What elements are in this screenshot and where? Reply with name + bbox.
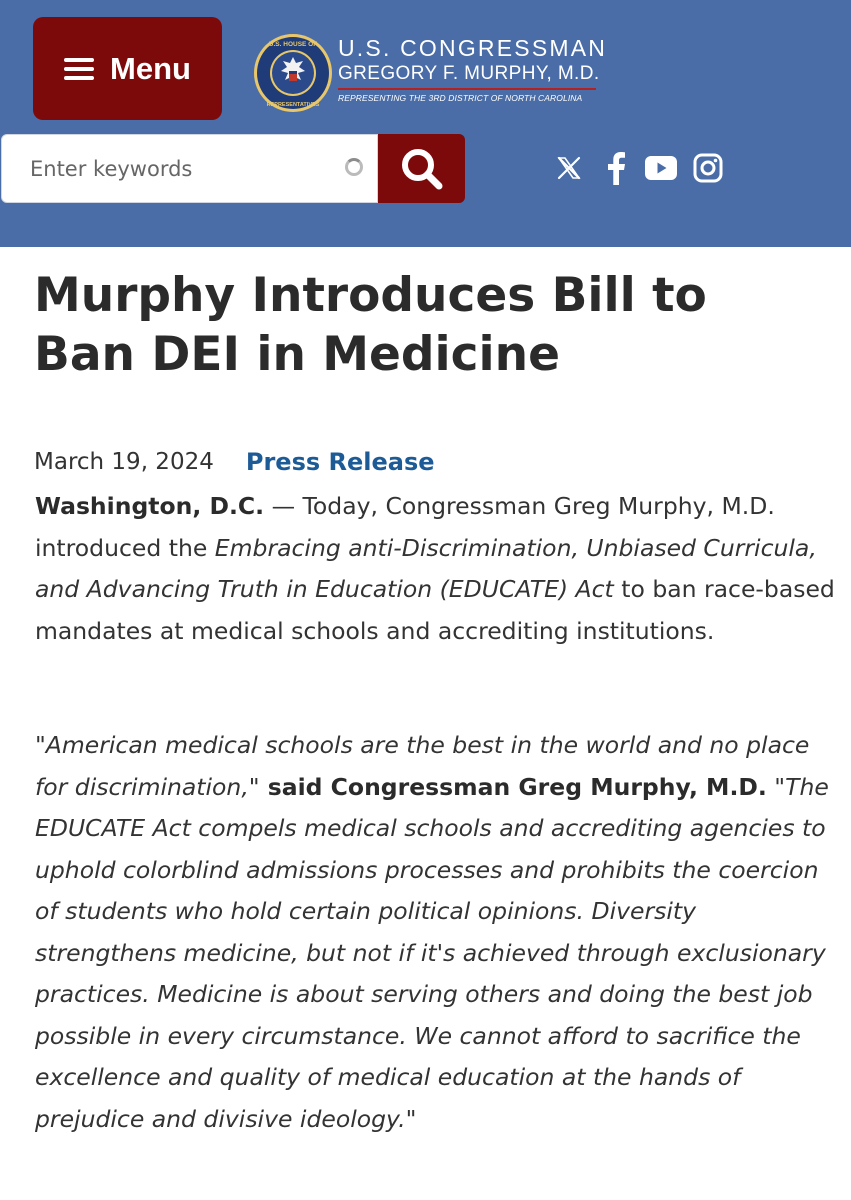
search-box — [1, 134, 378, 203]
youtube-icon[interactable] — [643, 150, 679, 186]
menu-button[interactable] — [33, 17, 222, 120]
quote-text: "American medical schools are the best in the world and no place for discrimination," — [35, 731, 810, 801]
brand-title: U.S. CONGRESSMAN — [338, 35, 608, 61]
menu-button-label: Menu — [110, 50, 191, 86]
brand-name: GREGORY F. MURPHY, M.D. — [338, 63, 600, 84]
article-quote-paragraph — [35, 725, 835, 1140]
search-input[interactable] — [2, 135, 332, 202]
brand-tagline: REPRESENTING THE 3RD DISTRICT OF NORTH CAROLINA — [338, 93, 583, 103]
loading-spinner-icon — [345, 158, 363, 176]
facebook-icon[interactable] — [598, 150, 634, 186]
svg-text:REPRESENTATIVES: REPRESENTATIVES — [266, 102, 320, 108]
category-link[interactable]: Press Release — [245, 448, 435, 476]
search-icon — [399, 146, 445, 192]
search-button[interactable] — [378, 134, 465, 203]
house-seal-icon — [253, 33, 333, 113]
article-meta — [34, 444, 435, 480]
article-title: Murphy Introduces Bill to Ban DEI in Medicine — [34, 268, 707, 382]
dateline: Washington, D.C. — [35, 492, 265, 520]
act-name: Embracing anti-Discrimination, Unbiased Curricula, and Advancing Truth in Education (EDUCATE) Act — [35, 533, 817, 603]
x-icon[interactable] — [551, 150, 587, 186]
svg-text:U.S. HOUSE OF: U.S. HOUSE OF — [268, 41, 318, 48]
quote-attribution: said Congressman Greg Murphy, M.D. — [259, 772, 767, 801]
hamburger-icon — [64, 58, 94, 80]
paragraph-text: to ban race-based mandates at medical schools and accrediting institutions. — [35, 575, 835, 645]
quote-text: "The EDUCATE Act compels medical schools and accrediting agencies to uphold colorblind admissions processes and prohibits the coercion of students who hold certain political opinions. Diversity strengthens medicine, but not if it's achieved through exclusionary practices. Medicine is about serving others and doing the best job possible in every circumstance. We cannot afford to sacrifice the excellence and quality of medical education at the hands of prejudice and divisive ideology." — [35, 772, 829, 1133]
brand-divider — [338, 88, 596, 90]
instagram-icon[interactable] — [690, 150, 726, 186]
article-paragraph — [35, 486, 835, 652]
article-date: March 19, 2024 — [34, 449, 214, 475]
paragraph-text: — Today, Congressman Greg Murphy, M.D. introduced the — [35, 492, 775, 562]
site-header — [0, 0, 851, 247]
